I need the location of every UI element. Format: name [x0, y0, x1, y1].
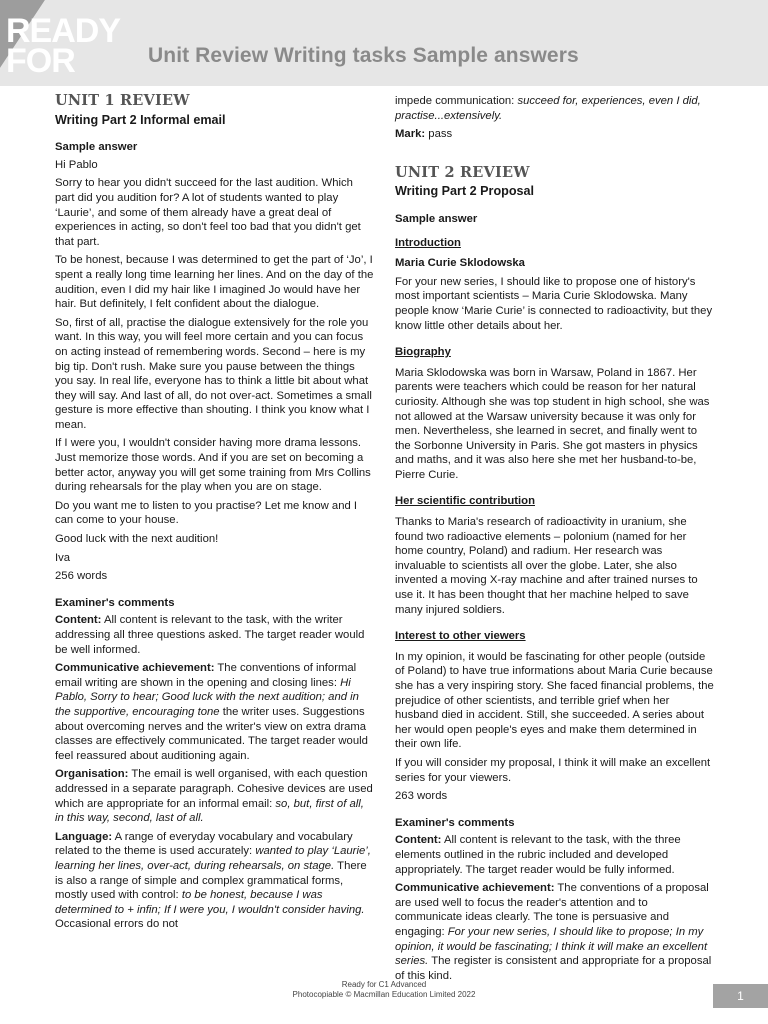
- organisation-text: The email is well organised, with each question addressed in a separate paragraph. Cohesive devices are used which are appropriate for an informal email:: [55, 768, 373, 810]
- unit1-examiner-label: Examiner's comments: [55, 596, 175, 609]
- biography-heading: Biography: [395, 346, 451, 359]
- mark-label: Mark:: [395, 128, 426, 141]
- unit1-paragraph: Sorry to hear you didn't succeed for the last audition. Which part did you audition for? A lot of students wanted to play ‘Laurie’, and some of them already have a great deal of experiences in acting, so don't feel too bad that you didn't get that part.: [55, 177, 361, 248]
- interest-heading: Interest to other viewers: [395, 630, 526, 643]
- right-column: [395, 94, 715, 987]
- proposal-subject: Maria Curie Sklodowska: [395, 257, 525, 270]
- unit1-content-comment: [55, 613, 375, 657]
- unit1-heading: UNIT 1 REVIEW: [55, 92, 190, 109]
- scientific-contribution-text: Thanks to Maria's research of radioactivity in uranium, she found two radioactive elements – polonium (named for her home country, Poland) and radium. Her research was invaluable to scientists all over the globe. Later, she also invented a moving X-ray machine and after trained nurses to use it. It has been thought that her machine helped to save many injured soldiers.: [395, 516, 698, 616]
- language-examples: wanted to play ‘Laurie’, learning her lines, over-act, during rehearsals, on stage.: [55, 845, 371, 872]
- unit2-examiner-label: Examiner's comments: [395, 816, 515, 829]
- unit2-communicative-comment: [395, 881, 715, 983]
- language-text: Occasional errors do not: [55, 918, 179, 931]
- logo-text-top: READY: [6, 12, 121, 50]
- unit1-signoff: Iva: [55, 551, 71, 564]
- language-label: Language:: [55, 830, 113, 843]
- unit1-communicative-comment: [55, 661, 375, 763]
- unit2-content-comment: [395, 833, 715, 877]
- communicative-text: the writer uses. Suggestions about overcoming nerves and the writer's view on extra drama classes are effectively communicated. The target reader would feel reassured about auditioning again.: [55, 705, 368, 762]
- communicative-examples: For your new series, I should like to propose; In my opinion, it would be fascinating; I think it will make an excellent series.: [395, 925, 708, 968]
- unit2-task-heading: Writing Part 2 Proposal: [395, 184, 535, 199]
- page-title: Unit Review Writing tasks Sample answers: [148, 44, 579, 67]
- footer-book-title: Ready for C1 Advanced: [341, 980, 427, 989]
- unit1-task-heading: Writing Part 2 Informal email: [55, 112, 226, 127]
- unit2-word-count: 263 words: [395, 790, 448, 803]
- left-column: [55, 94, 375, 936]
- page-number: 1: [713, 984, 768, 1008]
- unit2-heading: UNIT 2 REVIEW: [395, 163, 530, 181]
- introduction-heading: Introduction: [395, 236, 461, 249]
- organisation-examples: so, but, first of all, in this way, second, last of all.: [55, 797, 364, 825]
- footer-copyright: Photocopiable © Macmillan Education Limited 2022: [292, 989, 476, 999]
- content-label: Content:: [55, 614, 102, 627]
- content-label: Content:: [395, 834, 442, 847]
- logo-text-bottom: FOR: [6, 42, 75, 80]
- page-footer: [0, 980, 768, 999]
- communicative-text: The register is consistent and appropriate for a proposal of this kind.: [395, 955, 712, 982]
- interest-text: In my opinion, it would be fascinating for other people (outside of Poland) to have true informations about Maria Curie because she has a very inspiring story. She faced financial problems, the prejudice of other scientists, and terrible grief when her husband died in accident. Still, she succeeded. A series about her would open people's eyes and make them determined in their own life.: [395, 650, 714, 751]
- scientific-contribution-heading: Her scientific contribution: [395, 495, 535, 508]
- unit1-language-comment: [55, 830, 375, 932]
- unit1-sample-label: Sample answer: [55, 141, 138, 154]
- communicative-label: Communicative achievement:: [395, 882, 555, 895]
- biography-text: Maria Sklodowska was born in Warsaw, Poland in 1867. Her parents were teachers which could be reason for her natural curiosity. Although she was top student in high school, she was not allowed at the Warsaw university because it was only for men. Nevertheless, she learned in secret, and finally went to the Sorbonne University in Paris. She got masters in physics and maths, and it was also here she met her husband-to-be, Pierre Curie.: [395, 366, 710, 481]
- content-text: All content is relevant to the task, with the three elements outlined in the rubric included and developed appropriately. The target reader would be fully informed.: [395, 834, 681, 876]
- communicative-text: The conventions of informal email writing are shown in the opening and closing lines:: [55, 662, 357, 689]
- unit1-paragraph: Good luck with the next audition!: [55, 533, 219, 546]
- unit1-paragraph: So, first of all, practise the dialogue extensively for the role you want. In this way, you will feel more certain and you can focus on acting instead of remembering words. Second – here is my big tip. Don't rush. Make sure you pause between the things you say. In real life, everyone has to think a little bit about what they will say. And last of all, do not over-act. Sometimes a small gesture is more effective than shouting. I think you know what I mean.: [55, 316, 372, 431]
- ready-for-logo: [0, 0, 140, 86]
- mark-value: pass: [428, 128, 453, 141]
- continued-text: impede communication:: [395, 95, 515, 107]
- unit1-mark: [395, 127, 715, 142]
- communicative-examples: Hi Pablo, Sorry to hear; Good luck with the next audition; and in the supportive, encouraging tone: [55, 676, 359, 718]
- unit1-greeting: Hi Pablo: [55, 158, 98, 171]
- introduction-text: For your new series, I should like to propose one of history's most important scientists – Maria Curie Sklodowska. Many people know ‘Marie Curie’ is connected to radioactivity, but they know little other details about her.: [395, 275, 713, 332]
- continued-examples: succeed for, experiences, even I did, practise...extensively.: [395, 95, 701, 122]
- organisation-label: Organisation:: [55, 768, 129, 781]
- unit1-word-count: 256 words: [55, 570, 108, 583]
- language-text: There is also a range of simple and complex grammatical forms, mostly used with control:: [55, 859, 367, 902]
- unit1-paragraph: To be honest, because I was determined to get the part of ‘Jo’, I spent a really long time learning her lines. And on the day of the audition, even I did my hair like I imagined Jo would have her hair. But definitely, I felt confident about the dialogue.: [55, 254, 374, 311]
- unit1-paragraph: If I were you, I wouldn't consider having more drama lessons. Just memorize those words. And if you are set on becoming a better actor, anyway you will get some training from Mrs Collins during rehearsals for the play when you are on stage.: [55, 437, 371, 494]
- communicative-text: The conventions of a proposal are used well to focus the reader's attention and to communicate ideas clearly. The tone is persuasive and engaging:: [395, 882, 709, 938]
- language-examples: to be honest, because I was determined to + infin; If I were you, I wouldn't consider having.: [55, 889, 365, 916]
- unit1-language-continued: [395, 94, 715, 123]
- content-text: All content is relevant to the task, with the writer addressing all three questions asked. The target reader would be well informed.: [55, 614, 365, 656]
- unit1-paragraph: Do you want me to listen to you practise? Let me know and I can come to your house.: [55, 499, 358, 527]
- unit1-organisation-comment: [55, 767, 375, 825]
- closing-text: If you will consider my proposal, I think it will make an excellent series for your viewers.: [395, 756, 711, 784]
- unit2-sample-label: Sample answer: [395, 212, 478, 225]
- communicative-label: Communicative achievement:: [55, 662, 215, 675]
- language-text: A range of everyday vocabulary and vocabulary related to the theme is used accurately:: [55, 830, 353, 858]
